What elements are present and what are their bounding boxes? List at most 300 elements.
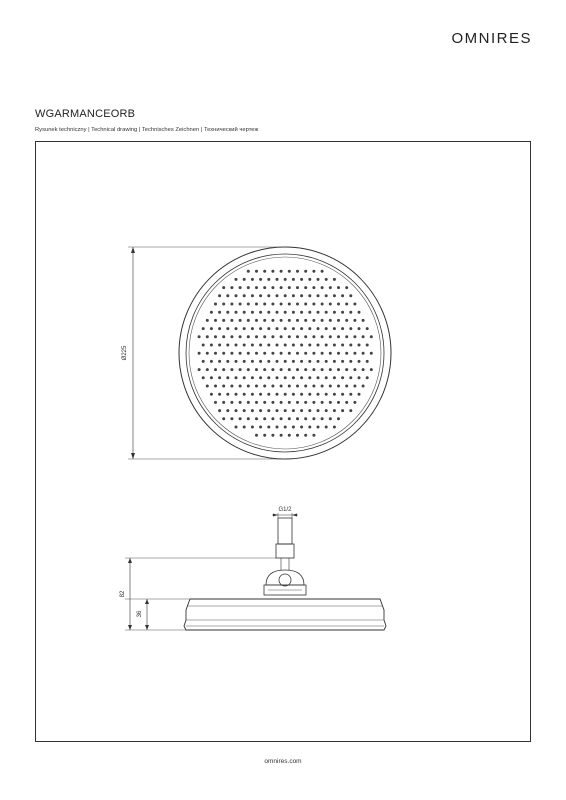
nozzle <box>267 327 270 330</box>
nozzle <box>230 286 233 289</box>
nozzle <box>308 393 311 396</box>
nozzle <box>321 385 324 388</box>
nozzle <box>349 327 352 330</box>
nozzle <box>341 311 344 314</box>
nozzle <box>353 303 356 306</box>
nozzle <box>296 270 299 273</box>
nozzle <box>263 352 266 355</box>
nozzle <box>218 327 221 330</box>
nozzle <box>239 303 242 306</box>
nozzle <box>312 335 315 338</box>
nozzle <box>276 311 279 314</box>
nozzle <box>271 286 274 289</box>
nozzle <box>317 360 320 363</box>
nozzle <box>255 303 258 306</box>
nozzle <box>230 352 233 355</box>
nozzle <box>349 311 352 314</box>
nozzle <box>329 286 332 289</box>
nozzle <box>247 401 250 404</box>
nozzle <box>276 426 279 429</box>
nozzle <box>259 393 262 396</box>
nozzle <box>304 286 307 289</box>
nozzle <box>239 385 242 388</box>
nozzle <box>263 434 266 437</box>
nozzle <box>366 344 369 347</box>
nozzle <box>235 393 238 396</box>
nozzle <box>271 401 274 404</box>
nozzle <box>288 335 291 338</box>
nozzle <box>349 360 352 363</box>
nozzle <box>271 303 274 306</box>
nozzle <box>247 335 250 338</box>
nozzle <box>345 385 348 388</box>
nozzle <box>230 385 233 388</box>
nozzle <box>288 368 291 371</box>
nozzle <box>214 368 217 371</box>
nozzle <box>271 368 274 371</box>
nozzle <box>271 270 274 273</box>
nozzle <box>321 417 324 420</box>
nozzle <box>259 409 262 412</box>
nozzle <box>263 385 266 388</box>
nozzle <box>333 376 336 379</box>
nozzle <box>280 319 283 322</box>
nozzle <box>280 303 283 306</box>
nozzle <box>222 286 225 289</box>
nozzle <box>222 335 225 338</box>
nozzle <box>333 278 336 281</box>
nozzle <box>288 319 291 322</box>
shower-head-side-view <box>184 507 386 630</box>
nozzle <box>362 368 365 371</box>
nozzle <box>251 360 254 363</box>
nozzle <box>243 294 246 297</box>
nozzle <box>280 385 283 388</box>
nozzle <box>226 409 229 412</box>
nozzle <box>288 385 291 388</box>
nozzle <box>304 303 307 306</box>
nozzle <box>337 417 340 420</box>
nozzle <box>276 360 279 363</box>
nozzle <box>288 286 291 289</box>
nozzle <box>255 319 258 322</box>
product-code: WGARMANCEORB <box>35 108 136 120</box>
nozzle <box>353 352 356 355</box>
nozzle-plate <box>189 257 381 449</box>
nozzle <box>198 352 201 355</box>
nozzle <box>210 327 213 330</box>
nozzle <box>292 376 295 379</box>
nozzle <box>296 385 299 388</box>
nozzle <box>321 270 324 273</box>
nozzle <box>247 417 250 420</box>
nozzle <box>202 344 205 347</box>
nozzle <box>312 270 315 273</box>
nozzle <box>341 409 344 412</box>
nozzle <box>308 376 311 379</box>
nozzle <box>263 319 266 322</box>
nozzle <box>226 344 229 347</box>
nozzle <box>325 426 328 429</box>
nozzle <box>255 352 258 355</box>
nozzle <box>202 376 205 379</box>
nozzle <box>251 344 254 347</box>
nozzle <box>267 393 270 396</box>
nozzle <box>243 278 246 281</box>
nozzle <box>325 344 328 347</box>
nozzle <box>345 401 348 404</box>
nozzle <box>317 344 320 347</box>
nozzle <box>280 417 283 420</box>
nozzle <box>345 352 348 355</box>
nozzle <box>321 319 324 322</box>
nozzle <box>312 286 315 289</box>
nozzle <box>284 311 287 314</box>
nozzle <box>337 352 340 355</box>
nozzle <box>218 311 221 314</box>
nozzle <box>206 352 209 355</box>
nozzle <box>300 278 303 281</box>
nozzle <box>308 311 311 314</box>
nozzle <box>317 278 320 281</box>
nozzle <box>312 352 315 355</box>
nozzle <box>333 360 336 363</box>
thread-label: G1/2 <box>278 507 292 513</box>
nozzle <box>370 335 373 338</box>
nozzle <box>239 319 242 322</box>
nozzle <box>239 335 242 338</box>
nozzle <box>198 368 201 371</box>
nozzle <box>288 401 291 404</box>
nozzle <box>333 426 336 429</box>
nozzle <box>296 303 299 306</box>
nozzle <box>321 352 324 355</box>
nozzle <box>329 385 332 388</box>
nozzle <box>267 278 270 281</box>
nozzle <box>263 303 266 306</box>
nozzle <box>210 393 213 396</box>
nozzle <box>226 360 229 363</box>
nozzle <box>300 344 303 347</box>
nozzle <box>259 327 262 330</box>
nozzle <box>300 294 303 297</box>
nozzle <box>263 270 266 273</box>
nozzle <box>259 294 262 297</box>
nozzle <box>333 344 336 347</box>
nozzle <box>296 319 299 322</box>
nozzle <box>312 385 315 388</box>
nozzle <box>235 360 238 363</box>
thread-connector <box>278 518 292 544</box>
nozzle <box>276 327 279 330</box>
nozzle <box>214 303 217 306</box>
nozzle <box>325 311 328 314</box>
nozzle <box>288 352 291 355</box>
nozzle <box>317 311 320 314</box>
nozzle <box>341 393 344 396</box>
nozzle <box>353 401 356 404</box>
nozzle <box>329 401 332 404</box>
nozzle <box>317 426 320 429</box>
nozzle <box>235 344 238 347</box>
nozzle <box>198 335 201 338</box>
nozzle <box>251 426 254 429</box>
nozzle <box>296 368 299 371</box>
nozzle <box>255 270 258 273</box>
nozzle <box>296 417 299 420</box>
nozzle <box>239 401 242 404</box>
nozzle <box>214 335 217 338</box>
nozzle <box>280 352 283 355</box>
nozzle <box>226 327 229 330</box>
nozzle <box>304 434 307 437</box>
head-body <box>184 599 386 630</box>
nozzle <box>292 426 295 429</box>
nozzle <box>292 311 295 314</box>
nozzle <box>353 385 356 388</box>
nozzle <box>284 426 287 429</box>
nozzle <box>267 294 270 297</box>
brand-logo: OMNIRES <box>451 30 532 47</box>
nozzle <box>235 294 238 297</box>
nozzle <box>267 376 270 379</box>
nozzle <box>362 352 365 355</box>
nozzle <box>255 401 258 404</box>
nozzle <box>362 319 365 322</box>
nozzle <box>243 360 246 363</box>
nozzle <box>271 417 274 420</box>
nozzle <box>259 426 262 429</box>
nozzle <box>337 335 340 338</box>
nozzle <box>263 417 266 420</box>
nozzle <box>251 327 254 330</box>
nozzle <box>329 303 332 306</box>
nozzle <box>317 376 320 379</box>
nozzle <box>325 360 328 363</box>
nozzle <box>202 360 205 363</box>
nozzle <box>321 303 324 306</box>
nozzle <box>251 311 254 314</box>
nozzle <box>312 434 315 437</box>
nozzle <box>255 385 258 388</box>
nozzle <box>292 360 295 363</box>
nozzle <box>267 311 270 314</box>
nozzle <box>276 409 279 412</box>
nozzle <box>349 294 352 297</box>
nozzle <box>345 303 348 306</box>
website-link[interactable]: omnires.com <box>264 758 302 765</box>
nozzle <box>370 368 373 371</box>
nozzle <box>239 352 242 355</box>
nozzle <box>337 401 340 404</box>
head-height-label: 36 <box>137 610 143 618</box>
nozzle <box>284 294 287 297</box>
nozzle <box>226 376 229 379</box>
nozzle <box>271 335 274 338</box>
nozzle <box>292 327 295 330</box>
nozzle <box>296 434 299 437</box>
nozzle <box>247 303 250 306</box>
nozzle <box>259 311 262 314</box>
nozzle <box>300 409 303 412</box>
nozzle <box>304 368 307 371</box>
nozzle <box>259 360 262 363</box>
nozzle <box>317 393 320 396</box>
nozzle <box>292 344 295 347</box>
nozzle <box>267 360 270 363</box>
nozzle <box>271 434 274 437</box>
nozzle <box>239 286 242 289</box>
nozzle <box>296 401 299 404</box>
nozzle <box>300 376 303 379</box>
nozzle <box>230 368 233 371</box>
nozzle <box>312 319 315 322</box>
nozzle <box>222 303 225 306</box>
nozzle <box>263 401 266 404</box>
nozzle <box>296 335 299 338</box>
nozzle <box>243 327 246 330</box>
nozzle <box>230 335 233 338</box>
nozzle <box>271 319 274 322</box>
nozzle <box>345 335 348 338</box>
nozzle <box>288 434 291 437</box>
nozzle <box>358 344 361 347</box>
nozzle <box>353 368 356 371</box>
nozzle <box>210 311 213 314</box>
nozzle <box>337 385 340 388</box>
nozzle <box>247 286 250 289</box>
nozzle <box>308 278 311 281</box>
nozzle <box>288 270 291 273</box>
nozzle <box>304 401 307 404</box>
nozzle <box>276 278 279 281</box>
nozzle <box>226 393 229 396</box>
nozzle <box>337 303 340 306</box>
nozzle <box>230 417 233 420</box>
nozzle <box>235 409 238 412</box>
nozzle <box>296 352 299 355</box>
nozzle <box>308 327 311 330</box>
nozzle <box>325 409 328 412</box>
nozzle <box>247 368 250 371</box>
nozzle <box>214 319 217 322</box>
nozzle <box>206 368 209 371</box>
nozzle <box>341 327 344 330</box>
nozzle <box>247 385 250 388</box>
nozzle <box>345 286 348 289</box>
nozzle <box>325 376 328 379</box>
nozzle <box>333 409 336 412</box>
nozzle <box>312 303 315 306</box>
nozzle <box>222 368 225 371</box>
nozzle <box>280 368 283 371</box>
nozzle <box>300 327 303 330</box>
nozzle <box>218 294 221 297</box>
nozzle <box>247 319 250 322</box>
nozzle <box>206 385 209 388</box>
nozzle <box>218 409 221 412</box>
nozzle <box>317 327 320 330</box>
nozzle <box>235 376 238 379</box>
nozzle <box>333 393 336 396</box>
nozzle <box>337 368 340 371</box>
nozzle <box>284 344 287 347</box>
nozzle <box>366 327 369 330</box>
nozzle <box>366 376 369 379</box>
nozzle <box>304 335 307 338</box>
nozzle <box>243 426 246 429</box>
nozzle <box>370 352 373 355</box>
nozzle <box>251 393 254 396</box>
nozzle <box>349 376 352 379</box>
nozzle <box>345 368 348 371</box>
nozzle <box>243 409 246 412</box>
nozzle <box>230 401 233 404</box>
nozzle <box>255 417 258 420</box>
nozzle <box>259 376 262 379</box>
nozzle <box>329 417 332 420</box>
nozzle <box>325 294 328 297</box>
nozzle <box>267 409 270 412</box>
nozzle <box>284 393 287 396</box>
nozzle <box>304 319 307 322</box>
nozzle <box>255 434 258 437</box>
nozzle <box>329 319 332 322</box>
nozzle <box>222 319 225 322</box>
nozzle <box>263 335 266 338</box>
nozzle-grid <box>198 270 373 437</box>
nozzle <box>280 401 283 404</box>
nozzle <box>222 352 225 355</box>
nozzle <box>333 294 336 297</box>
nozzle <box>308 409 311 412</box>
nozzle <box>251 376 254 379</box>
nozzle <box>280 335 283 338</box>
nozzle <box>243 344 246 347</box>
nozzle <box>292 393 295 396</box>
nozzle <box>358 393 361 396</box>
nozzle <box>251 294 254 297</box>
nozzle <box>226 294 229 297</box>
nozzle <box>271 352 274 355</box>
nozzle <box>243 311 246 314</box>
nozzle <box>288 417 291 420</box>
nozzle <box>362 335 365 338</box>
nozzle <box>218 393 221 396</box>
nozzle <box>230 303 233 306</box>
nozzle <box>312 368 315 371</box>
nozzle <box>353 335 356 338</box>
nozzle <box>321 286 324 289</box>
nozzle <box>329 335 332 338</box>
nozzle <box>358 376 361 379</box>
nozzle <box>300 426 303 429</box>
nozzle <box>284 409 287 412</box>
nozzle <box>276 344 279 347</box>
nozzle <box>276 294 279 297</box>
nozzle <box>210 376 213 379</box>
nozzle <box>247 270 250 273</box>
nozzle <box>251 278 254 281</box>
nozzle <box>308 344 311 347</box>
nozzle <box>214 385 217 388</box>
nozzle <box>235 278 238 281</box>
nozzle <box>239 417 242 420</box>
nozzle <box>218 344 221 347</box>
nozzle <box>222 401 225 404</box>
nozzle <box>292 294 295 297</box>
nozzle <box>259 344 262 347</box>
